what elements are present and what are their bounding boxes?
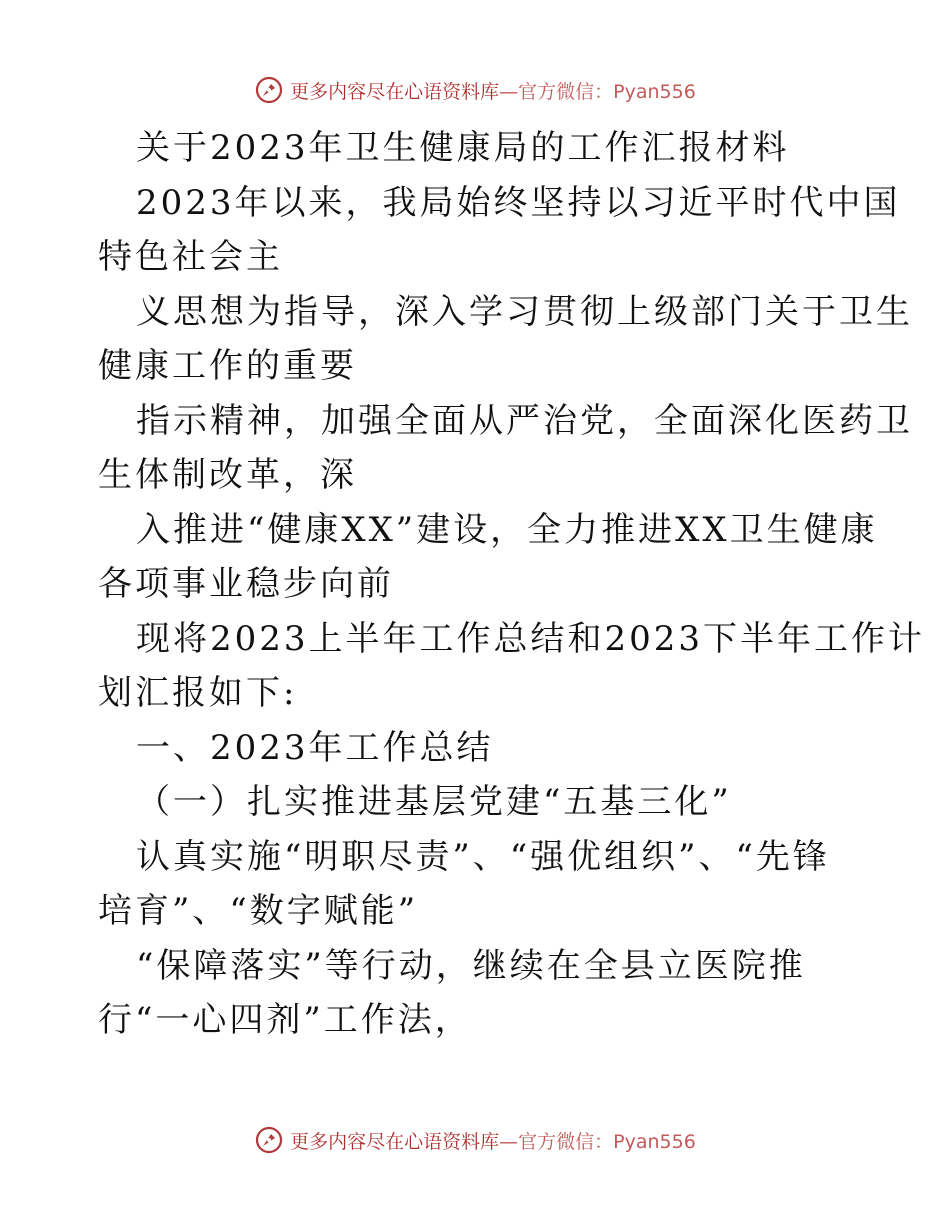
watermark-side-text: —官方微信：Pyan556 [499,1130,696,1153]
section-heading: 一、2023年工作总结 [136,727,494,768]
paragraph-line: 划汇报如下: [98,673,298,713]
watermark-main-text: 更多内容尽在心语资料库 [290,1130,500,1153]
paragraph-line: 健康工作的重要 [98,346,357,386]
paragraph-line: 入推进“健康XX”建设，全力推进XX卫生健康 [136,509,878,550]
paragraph-line: 2023年以来，我局始终坚持以习近平时代中国 [136,182,901,223]
document-title: 关于2023年卫生健康局的工作汇报材料 [136,128,790,168]
paragraph-line: 生体制改革，深 [98,455,357,495]
subsection-heading: （一）扎实推进基层党建“五基三化” [136,782,732,822]
paragraph-line: 指示精神，加强全面从严治党，全面深化医药卫 [136,400,913,441]
paragraph-line: 各项事业稳步向前 [98,564,394,604]
pen-nib-circle-logo-icon [254,75,284,105]
watermark-header [0,70,950,110]
watermark-footer [0,1120,950,1160]
pen-nib-circle-logo-icon [254,1125,284,1155]
paragraph-line: 认真实施“明职尽责”、“强优组织”、“先锋 [136,836,830,877]
watermark-side-text: —官方微信：Pyan556 [499,80,696,103]
paragraph-line: 现将2023上半年工作总结和2023下半年工作计 [136,618,926,659]
paragraph-line: 行“一心四剂”工作法， [98,1000,472,1040]
watermark-main-text: 更多内容尽在心语资料库 [290,80,500,103]
paragraph-line: 特色社会主 [98,237,283,277]
paragraph-line: 义思想为指导，深入学习贯彻上级部门关于卫生 [136,291,913,332]
paragraph-line: 培育”、“数字赋能” [98,891,419,931]
paragraph-line: “保障落实”等行动，继续在全县立医院推 [136,945,806,986]
document-body [98,121,926,1048]
